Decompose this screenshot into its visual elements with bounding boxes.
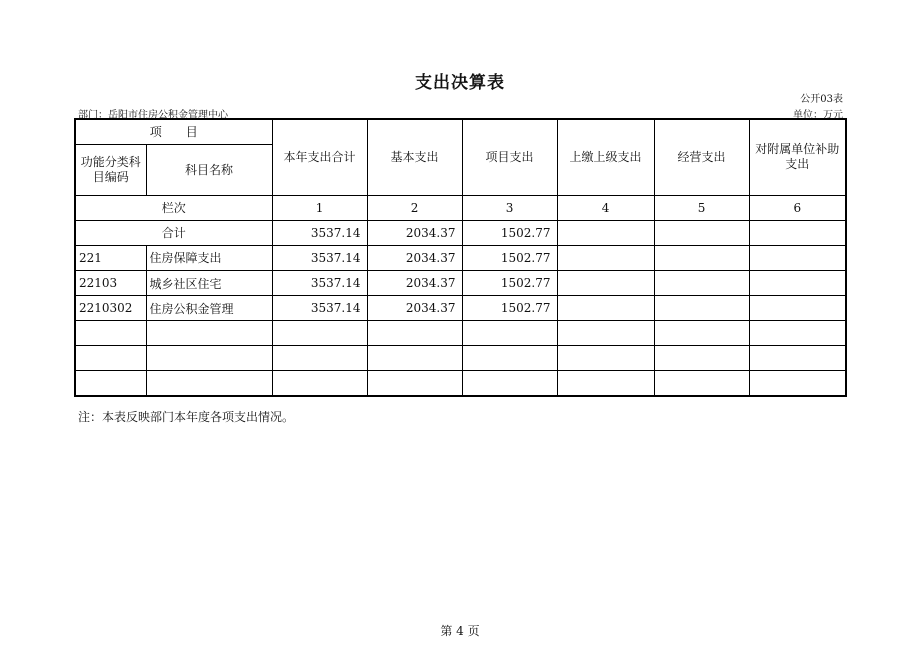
row-name <box>146 321 272 346</box>
row-value <box>654 270 749 295</box>
row-code: 22103 <box>75 270 146 295</box>
row-value: 3537.14 <box>272 296 367 321</box>
row-value: 2034.37 <box>367 245 462 270</box>
row-value <box>272 371 367 396</box>
row-name: 城乡社区住宅 <box>146 270 272 295</box>
header-col-basic: 基本支出 <box>367 119 462 195</box>
row-value: 2034.37 <box>367 296 462 321</box>
row-value <box>654 220 749 245</box>
row-value: 3537.14 <box>272 245 367 270</box>
row-value <box>749 220 846 245</box>
column-index-number: 6 <box>749 195 846 220</box>
row-value <box>557 346 654 371</box>
table-row <box>75 296 846 321</box>
row-value <box>654 321 749 346</box>
unit-label: 单位：万元 <box>793 110 843 121</box>
header-col-subsidiary: 对附属单位补助支出 <box>749 119 846 195</box>
row-value: 1502.77 <box>462 220 557 245</box>
column-index-number: 2 <box>367 195 462 220</box>
column-index-number: 5 <box>654 195 749 220</box>
row-code <box>75 371 146 396</box>
column-index-number: 1 <box>272 195 367 220</box>
header-item: 项 目 <box>75 119 272 144</box>
row-value <box>462 371 557 396</box>
row-name: 合计 <box>75 220 272 245</box>
row-value <box>557 321 654 346</box>
column-index-row <box>75 195 846 220</box>
row-value <box>557 296 654 321</box>
department-label: 部门：岳阳市住房公积金管理中心 <box>78 110 228 121</box>
row-value <box>749 321 846 346</box>
row-value <box>654 371 749 396</box>
column-index-label: 栏次 <box>75 195 272 220</box>
row-value <box>654 346 749 371</box>
row-value <box>557 270 654 295</box>
row-name <box>146 346 272 371</box>
row-value <box>557 245 654 270</box>
row-value <box>462 346 557 371</box>
header-name: 科目名称 <box>146 144 272 195</box>
header-col-upper: 上缴上级支出 <box>557 119 654 195</box>
row-value <box>367 371 462 396</box>
row-value <box>749 346 846 371</box>
table-row-empty <box>75 321 846 346</box>
row-value <box>367 321 462 346</box>
table-note: 注：本表反映部门本年度各项支出情况。 <box>78 410 295 424</box>
table-row-empty <box>75 346 846 371</box>
column-index-number: 3 <box>462 195 557 220</box>
row-value: 3537.14 <box>272 270 367 295</box>
row-value: 1502.77 <box>462 270 557 295</box>
row-value <box>654 245 749 270</box>
row-value <box>367 346 462 371</box>
table-row <box>75 245 846 270</box>
row-value <box>272 346 367 371</box>
row-name: 住房保障支出 <box>146 245 272 270</box>
row-value: 2034.37 <box>367 220 462 245</box>
table-row <box>75 270 846 295</box>
row-code: 221 <box>75 245 146 270</box>
column-index-number: 4 <box>557 195 654 220</box>
row-value <box>654 296 749 321</box>
row-value <box>749 270 846 295</box>
row-value <box>749 296 846 321</box>
row-code: 2210302 <box>75 296 146 321</box>
row-value <box>557 220 654 245</box>
table-row-total <box>75 220 846 245</box>
table-row-empty <box>75 371 846 396</box>
row-value <box>462 321 557 346</box>
row-value <box>749 245 846 270</box>
row-value <box>272 321 367 346</box>
page-title: 支出决算表 <box>415 73 505 93</box>
row-value <box>749 371 846 396</box>
row-value: 2034.37 <box>367 270 462 295</box>
row-value: 1502.77 <box>462 245 557 270</box>
row-value <box>557 371 654 396</box>
header-code: 功能分类科目编码 <box>75 144 146 195</box>
row-value: 3537.14 <box>272 220 367 245</box>
row-name <box>146 371 272 396</box>
row-code <box>75 346 146 371</box>
form-code: 公开03表 <box>800 94 843 105</box>
header-col-project: 项目支出 <box>462 119 557 195</box>
header-col-total: 本年支出合计 <box>272 119 367 195</box>
header-col-business: 经营支出 <box>654 119 749 195</box>
page-number: 第 4 页 <box>440 624 480 638</box>
expenditure-table <box>74 118 847 397</box>
row-name: 住房公积金管理 <box>146 296 272 321</box>
row-value: 1502.77 <box>462 296 557 321</box>
row-code <box>75 321 146 346</box>
